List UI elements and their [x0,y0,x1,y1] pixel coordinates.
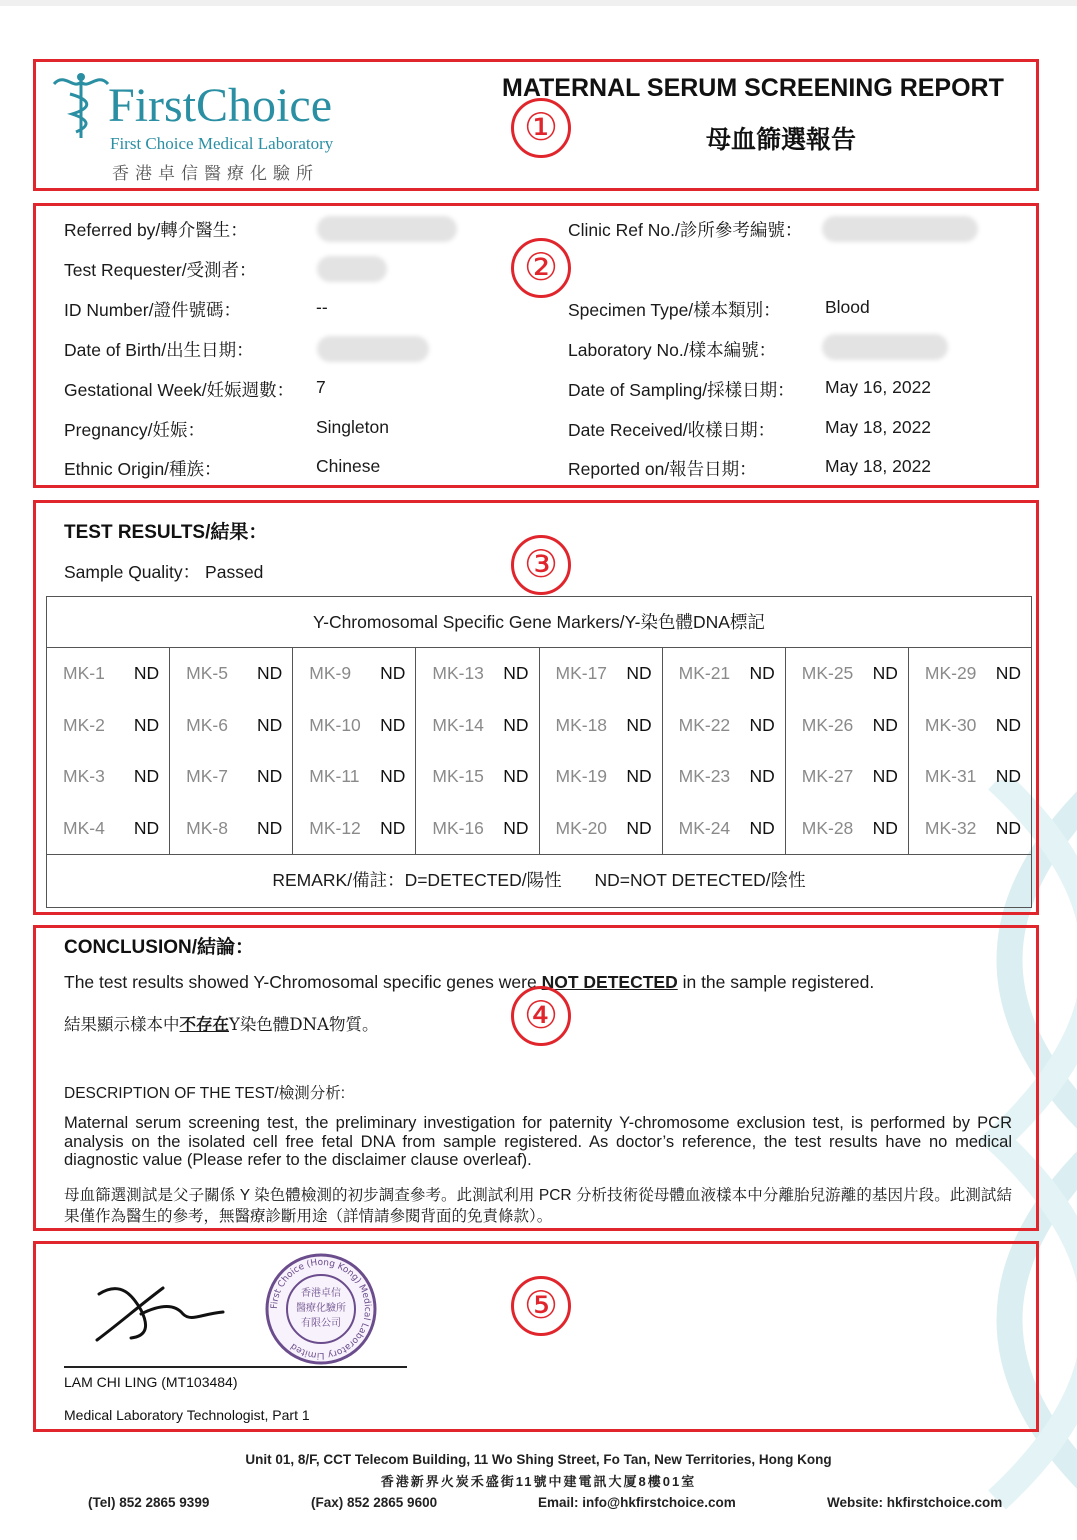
date-of-sampling-label: Date of Sampling/採樣日期： [568,380,795,400]
marker-cell [540,648,662,700]
conclusion-en-text: The test results showed Y-Chromosomal specific genes were [64,972,542,992]
sample-quality-label: Sample Quality： [64,562,201,582]
marker-name: MK-30 [924,714,977,735]
signature-section [33,1241,1039,1432]
marker-result: ND [503,714,529,735]
marker-name: MK-22 [678,714,731,735]
marker-name: MK-16 [432,817,484,838]
date-of-birth-redacted [317,336,429,362]
test-results-heading: TEST RESULTS/結果： [64,522,268,543]
gene-marker-table [46,596,1032,908]
marker-cell [416,648,538,700]
marker-name: MK-9 [309,663,352,684]
marker-cell [170,648,292,700]
marker-result: ND [995,663,1021,684]
test-requester-label: Test Requester/受測者： [64,260,257,280]
description-chinese: 母血篩選測試是父子關係 Y 染色體檢測的初步調查參考。此測試利用 PCR 分析技術從母體血液樣本中分離胎兒游離的基因片段。此測試結果僅作為醫生的參考，無醫療診斷用途（詳情請參閱背面的免責條款）。 [64,1187,1012,1225]
test-results-section [33,500,1039,915]
footer-website[interactable]: Website: hkfirstchoice.com [827,1495,1003,1510]
seal-line-2: 醫療化驗所 [296,1303,346,1314]
company-seal [262,1252,380,1366]
marker-name: MK-15 [432,766,484,787]
marker-column [47,648,170,854]
footer-email[interactable]: Email: info@hkfirstchoice.com [538,1495,736,1510]
marker-name: MK-28 [801,817,854,838]
not-detected-emphasis: NOT DETECTED [541,972,678,992]
marker-column [170,648,293,854]
annotation-marker-1: ① [511,98,571,158]
marker-cell [663,803,785,855]
signature-line [64,1366,407,1368]
conclusion-en-text-end: in the sample registered. [677,972,875,992]
description-heading: DESCRIPTION OF THE TEST/檢測分析: [64,1085,346,1102]
marker-cell [47,648,169,700]
reported-on-label: Reported on/報告日期： [568,459,757,479]
reported-on-value: May 18, 2022 [825,456,932,476]
signatory-title: Medical Laboratory Technologist, Part 1 [64,1407,310,1423]
marker-result: ND [133,817,160,838]
marker-name: MK-32 [924,817,977,838]
marker-cell [47,751,169,803]
annotation-marker-5: ⑤ [511,1276,571,1336]
referred-by-redacted [317,216,457,242]
marker-cell [47,803,169,855]
footer-address-chinese: 香港新界火炭禾盛街11號中建電訊大厦8樓01室 [380,1474,697,1489]
annotation-marker-2: ② [511,238,571,298]
marker-column [540,648,663,854]
remark-row [47,855,1031,905]
marker-name: MK-14 [432,714,484,735]
marker-cell [663,751,785,803]
marker-cell [293,648,415,700]
marker-cell [540,700,662,752]
marker-result: ND [380,663,406,684]
logo-wordmark: FirstChoice [108,79,332,132]
marker-result: ND [749,766,775,787]
marker-name: MK-21 [678,663,731,684]
marker-cell [540,751,662,803]
marker-result: ND [256,663,283,684]
marker-name: MK-17 [555,663,608,684]
marker-result: ND [626,817,652,838]
conclusion-cn-text-end: Y染色體DNA物質。 [229,1015,379,1034]
specimen-type-label: Specimen Type/樣本類別： [568,300,781,320]
footer-tel: (Tel) 852 2865 9399 [88,1495,210,1510]
clinic-ref-redacted [822,216,978,242]
marker-result: ND [872,714,898,735]
marker-result: ND [995,766,1021,787]
footer-fax: (Fax) 852 2865 9600 [311,1495,438,1510]
id-number-value: -- [316,297,328,317]
gestational-week-value: 7 [316,377,326,397]
marker-name: MK-29 [924,663,977,684]
conclusion-chinese [64,1011,378,1035]
laboratory-no-label: Laboratory No./樣本編號： [568,340,777,360]
marker-result: ND [995,714,1021,735]
marker-result: ND [256,817,283,838]
marker-name: MK-27 [801,766,854,787]
conclusion-cn-text: 結果顯示樣本中 [64,1015,180,1034]
test-requester-redacted [317,256,387,282]
laboratory-no-redacted [822,334,948,360]
marker-name: MK-31 [924,766,977,787]
id-number-label: ID Number/證件號碼： [64,300,241,320]
marker-cell [170,700,292,752]
marker-name: MK-2 [63,714,105,735]
marker-result: ND [995,817,1021,838]
marker-name: MK-7 [186,766,228,787]
report-title-chinese: 母血篩選報告 [706,126,857,154]
marker-name: MK-3 [63,766,105,787]
marker-cell [416,751,538,803]
marker-cell [47,700,169,752]
marker-name: MK-19 [555,766,608,787]
marker-result: ND [749,663,775,684]
marker-result: ND [503,663,529,684]
ethnic-origin-value: Chinese [316,456,381,476]
pregnancy-value: Singleton [316,417,389,437]
annotation-marker-3: ③ [511,535,571,595]
report-title: MATERNAL SERUM SCREENING REPORT [502,74,1004,102]
marker-cell [909,700,1031,752]
marker-column [293,648,416,854]
marker-result: ND [133,766,160,787]
gene-marker-grid [47,648,1031,855]
marker-result: ND [503,766,529,787]
marker-result: ND [626,766,652,787]
specimen-type-value: Blood [825,297,870,317]
sample-quality-value: Passed [205,562,264,582]
conclusion-heading: CONCLUSION/結論： [64,937,255,958]
ethnic-origin-label: Ethnic Origin/種族： [64,459,222,479]
pregnancy-label: Pregnancy/妊娠： [64,420,206,440]
logo-subtitle: First Choice Medical Laboratory [110,134,334,153]
marker-cell [663,648,785,700]
gene-marker-table-title: Y-Chromosomal Specific Gene Markers/Y-染色體DNA標記 [47,597,1031,648]
remark-label: REMARK/備註： [272,870,405,890]
marker-cell [786,803,908,855]
marker-name: MK-20 [555,817,608,838]
marker-cell [909,648,1031,700]
seal-line-3: 有限公司 [301,1318,341,1329]
marker-name: MK-10 [309,714,361,735]
marker-column [416,648,539,854]
marker-name: MK-12 [309,817,361,838]
date-received-label: Date Received/收樣日期： [568,420,776,440]
not-exist-emphasis: 不存在 [179,1015,229,1034]
seal-line-1: 香港卓信 [301,1288,341,1299]
marker-name: MK-5 [186,663,228,684]
marker-cell [170,751,292,803]
marker-name: MK-25 [801,663,854,684]
marker-result: ND [503,817,529,838]
conclusion-english [64,972,874,993]
marker-result: ND [872,663,898,684]
description-english: Maternal serum screening test, the preliminary investigation for paternity Y-chromosome exclusion test, is performed by PCR analysis on the isolated cell free fetal DNA from sample registered. As doctor’s reference, the test results have no medical diagnostic value (Please refer to the disclaimer clause overleaf). [64,1114,1012,1169]
marker-cell [909,751,1031,803]
marker-result: ND [380,817,406,838]
marker-cell [909,803,1031,855]
marker-result: ND [626,714,652,735]
marker-result: ND [872,766,898,787]
marker-name: MK-1 [63,663,105,684]
caduceus-logo-icon [50,70,112,140]
date-received-value: May 18, 2022 [825,417,932,437]
marker-cell [663,700,785,752]
annotation-marker-4: ④ [511,986,571,1046]
remark-not-detected: ND=NOT DETECTED/陰性 [594,870,806,890]
marker-result: ND [749,714,775,735]
top-strip [0,0,1077,6]
gestational-week-label: Gestational Week/妊娠週數： [64,380,295,400]
marker-cell [540,803,662,855]
date-of-birth-label: Date of Birth/出生日期： [64,340,254,360]
marker-column [786,648,909,854]
remark-detected: D=DETECTED/陽性 [404,870,562,890]
marker-cell [416,700,538,752]
marker-name: MK-6 [186,714,228,735]
marker-result: ND [133,663,160,684]
marker-column [909,648,1031,854]
marker-name: MK-24 [678,817,731,838]
marker-cell [293,803,415,855]
marker-result: ND [626,663,652,684]
marker-result: ND [256,766,283,787]
marker-name: MK-18 [555,714,608,735]
handwritten-signature [91,1274,231,1346]
seal-outer-text: First Choice (Hong Kong) Medical Laboratory Limited [269,1257,373,1361]
marker-cell [293,700,415,752]
marker-name: MK-8 [186,817,228,838]
sample-quality [64,559,263,584]
referred-by-label: Referred by/轉介醫生： [64,220,248,240]
marker-column [663,648,786,854]
marker-cell [293,751,415,803]
header-section [33,59,1039,191]
marker-name: MK-23 [678,766,731,787]
marker-cell [786,700,908,752]
marker-cell [786,648,908,700]
footer-address: Unit 01, 8/F, CCT Telecom Building, 11 Wo Shing Street, Fo Tan, New Territories, Hong Kong [245,1452,832,1467]
marker-result: ND [133,714,160,735]
conclusion-section [33,925,1039,1231]
patient-info-section [33,203,1039,488]
signatory-name: LAM CHI LING (MT103484) [64,1374,238,1390]
clinic-ref-label: Clinic Ref No./診所參考編號： [568,220,803,240]
marker-name: MK-13 [432,663,484,684]
marker-result: ND [380,714,406,735]
marker-result: ND [872,817,898,838]
marker-cell [416,803,538,855]
date-of-sampling-value: May 16, 2022 [825,377,932,397]
marker-cell [170,803,292,855]
marker-cell [786,751,908,803]
marker-result: ND [749,817,775,838]
marker-name: MK-11 [309,766,360,787]
marker-name: MK-26 [801,714,854,735]
marker-result: ND [380,766,406,787]
logo-chinese-name: 香港卓信醫療化驗所 [112,164,319,184]
marker-name: MK-4 [63,817,105,838]
marker-result: ND [256,714,283,735]
